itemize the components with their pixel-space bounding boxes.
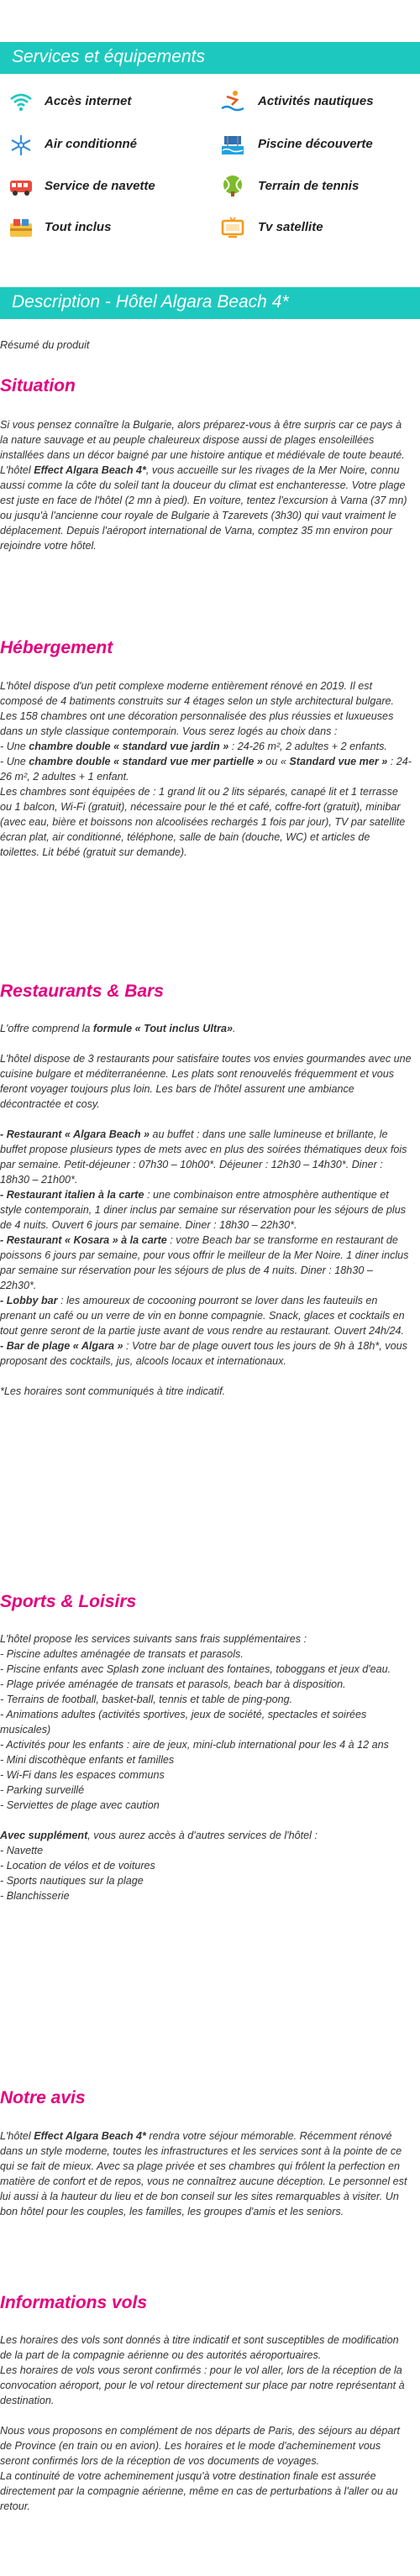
- wifi-icon: [8, 92, 34, 113]
- all-inclusive-icon: [8, 217, 34, 238]
- section-heading-notre-avis: Notre avis: [0, 2088, 86, 2107]
- service-label: Service de navette: [45, 179, 155, 193]
- sports-text: L'hôtel propose les services suivants sans frais supplémentaires : - Piscine adultes aménagée de transats et parasols. - Piscine enfants avec Splash zone incluant des fontaines, toboggans et jeux d'eau. - Plage privée aménagée de transats et parasols, beach bar à disposition. - Terrains de football, basket-ball, tennis et table de ping-pong. - Animations adultes (activités sportives, jeux de société, spectacles et soirées musicales) - Activités pour les enfants : aire de jeux, mini-club international pour les 4 à 12 ans - Mini discothèque enfants et familles - Wi-Fi dans les espaces communs - Parking surveillé - Serviettes de plage avec caution Avec supplément, vous aurez accès à d'autres services de l'hôtel : - Navette - Location de vélos et de voitures - Sports nautiques sur la plage - Blanchisserie: [0, 1633, 391, 1902]
- service-label: Tv satellite: [258, 220, 323, 234]
- section-heading-situation: Situation: [0, 376, 76, 395]
- service-label: Piscine découverte: [258, 137, 373, 151]
- service-label: Accès internet: [45, 94, 132, 108]
- shuttle-icon: [8, 176, 34, 198]
- hebergement-text: L'hôtel dispose d'un petit complexe moderne entièrement rénové en 2019. Il est composé de 4 batiments construits sur 4 étages selon un style architectural bulgare. Les 158 chambres ont une décoration personnalisée des plus réussies et luxueuses dans un style classique contemporain. Vous serez logés au choix dans : - Une chambre double « standard vue jardin » : 24-26 m², 2 adultes + 2 enfants. - Une chambre double « standard vue mer partielle » ou « Standard vue mer » : 24-26 m², 2 adultes + 1 enfant. Les chambres sont équipées de : 1 grand lit ou 2 lits séparés, canapé lit et 1 terrasse ou 1 balcon, Wi-Fi (gratuit), nécessaire pour le thé et café, coffre-fort (gratuit), minibar (avec eau, bière et boissons non alcoolisées rechargés 1 fois par jour), TV par satellite écran plat, air conditionné, téléphone, salle de bain (douche, WC) et articles de toilettes. Lit bébé (gratuit sur demande).: [0, 680, 412, 858]
- tennis-icon: [220, 175, 245, 196]
- description-title: Description - Hôtel Algara Beach 4*: [12, 292, 289, 312]
- service-label: Activités nautiques: [258, 94, 374, 108]
- services-title: Services et équipements: [12, 47, 205, 66]
- section-heading-vols: Informations vols: [0, 2293, 148, 2312]
- air-conditioning-icon: [8, 134, 34, 156]
- outdoor-pool-icon: [220, 134, 245, 156]
- services-header: [0, 42, 420, 74]
- section-heading-restaurants: Restaurants & Bars: [0, 982, 164, 1001]
- service-label: Air conditionné: [45, 137, 137, 151]
- section-heading-hebergement: Hébergement: [0, 638, 113, 657]
- service-label: Terrain de tennis: [258, 179, 360, 193]
- service-label: Tout inclus: [45, 220, 112, 234]
- section-heading-sports: Sports & Loisirs: [0, 1592, 137, 1611]
- vols-text: Les horaires des vols sont donnés à titre indicatif et sont susceptibles de modification de la part de la compagnie aérienne ou des autorités aéroportuaires. Les horaires de vols vous seront confirmés : pour le vol aller, lors de la réception de la convocation aéroport, pour le vol retour directement sur place par notre représentant à destination. Nous vous proposons en complément de nos départs de Paris, des séjours au départ de Province (en train ou en avion). Les horaires et le mode d'acheminement vous seront confirmés lors de la réception de vos documents de voyages. La continuité de votre acheminement jusqu'à votre destination finale est assurée directement par la compagnie aérienne, même en cas de perturbations à l'aller ou au retour.: [0, 2334, 405, 2512]
- description-header: [0, 287, 420, 319]
- restaurants-text: L'offre comprend la formule « Tout inclus Ultra». L'hôtel dispose de 3 restaurants pour satisfaire toutes vos envies gourmandes avec une cuisine bulgare et méditerranéenne. Les plats sont renouvelés fréquemment et vous feront voyager toujours plus loin. Les bars de l'hôtel assurent une ambiance décontractée et cosy. - Restaurant « Algara Beach » au buffet : dans une salle lumineuse et brillante, le buffet propose plusieurs types de mets avec en plus des soirées thématiques deux fois par semaine. Petit-déjeuner : 07h30 – 10h00*. Déjeuner : 12h30 – 14h30*. Diner : 18h30 – 21h00*. - Restaurant italien à la carte : une combinaison entre atmosphère authentique et style contemporain, 1 diner inclus par semaine sur réservation pour les séjours de plus de 4 nuits. Ouvert 6 jours par semaine. Diner : 18h30 – 22h30*. - Restaurant « Kosara » à la carte : votre Beach bar se transforme en restaurant de poissons 6 jours par semaine, pour vous offrir le meilleur de la Mer Noire. 1 diner inclus par semaine sur réservation pour les séjours de plus de 4 nuits. Diner : 18h30 – 22h30*. - Lobby bar : les amoureux de cocooning pourront se lover dans les fauteuils en prenant un café ou un verre de vin en bonne compagnie. Snack, glaces et cocktails en tout genre seront de la partie juste avant de vous rendre au restaurant. Ouvert 24h/24. - Bar de plage « Algara » : Votre bar de plage ouvert tous les jours de 9h à 18h*, vous proposant des cocktails, jus, alcools locaux et internationaux. *Les horaires sont communiqués à titre indicatif.: [0, 1023, 412, 1397]
- situation-text: Si vous pensez connaître la Bulgarie, alors préparez-vous à être surpris car ce pays à la nature sauvage et au peuple chaleureux dispose aussi de plages ensoleillées installées dans un décor baigné par une histoire antique et médiévale de toute beauté. L'hôtel Effect Algara Beach 4*, vous accueille sur les rivages de la Mer Noire, connu aussi comme la côte du soleil tant la douceur du climat est enchanteresse. Votre plage est juste en face de l'hôtel (2 mn à pied). En voiture, tentez l'excursion à Varna (37 mn) ou jusqu'à l'ancienne cour royale de Bulgarie à Tzarevets (3h30) qui vaut vraiment le déplacement. Depuis l'aéroport international de Varna, comptez 35 mn environ pour rejoindre votre hôtel.: [0, 419, 407, 552]
- notre-avis-text: L'hôtel Effect Algara Beach 4* rendra votre séjour mémorable. Récemment rénové dans un style moderne, toutes les infrastructures et les services sont à la pointe de ce qui se fait de mieux. Avec sa plage privée et ses chambres qui frôlent la perfection en matière de confort et de repos, vous ne connaîtrez aucune déception. Le personnel est lui aussi à la hauteur du lieu et de bon conseil sur les sites remarquables à visiter. Un bon hôtel pour les couples, les familles, les groupes d'amis et les seniors.: [0, 2130, 407, 2217]
- satellite-tv-icon: [220, 217, 245, 238]
- product-summary: Résumé du produit: [0, 339, 90, 351]
- nautical-activities-icon: [220, 90, 245, 112]
